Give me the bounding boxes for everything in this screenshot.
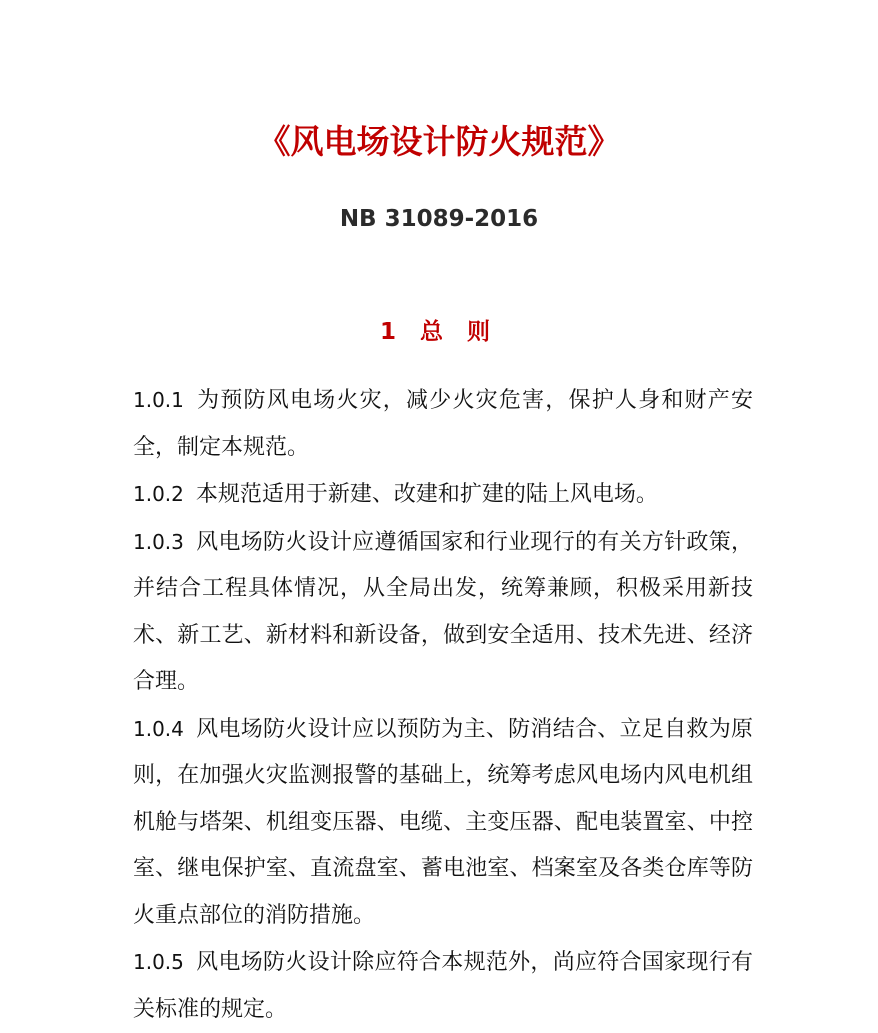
clause-1-0-3 (133, 519, 753, 706)
clause-1-0-5 (133, 939, 753, 1033)
clause-number: 1.0.3 (133, 529, 184, 554)
clause-1-0-1 (133, 377, 753, 471)
clause-text: 本规范适用于新建、改建和扩建的陆上风电场。 (195, 482, 658, 507)
clause-text: 风电场防火设计应以预防为主、防消结合、立足自救为原则，在加强火灾监测报警的基础上，统筹考虑风电场内风电机组机舱与塔架、机组变压器、电缆、主变压器、配电装置室、中控室、继电保护室、直流盘室、蓄电池室、档案室及各类仓库等防火重点部位的消防措施。 (133, 716, 753, 928)
document-title: 《风电场设计防火规范》 (257, 122, 621, 161)
chapter-heading: 1 总 则 (379, 319, 499, 345)
clause-number: 1.0.2 (133, 482, 184, 506)
clause-text: 风电场防火设计应遵循国家和行业现行的有关方针政策，并结合工程具体情况，从全局出发，统筹兼顾，积极采用新技术、新工艺、新材料和新设备，做到安全适用、技术先进、经济合理。 (133, 529, 753, 694)
clause-1-0-4 (133, 706, 753, 940)
clause-text: 为预防风电场火灾，减少火灾危害，保护人身和财产安全，制定本规范。 (133, 388, 753, 460)
clause-number: 1.0.1 (133, 388, 184, 412)
clause-number: 1.0.5 (133, 950, 184, 974)
clause-number: 1.0.4 (133, 716, 184, 741)
standard-code: NB 31089-2016 (339, 206, 539, 232)
document-body (133, 377, 753, 1033)
clause-text: 风电场防火设计除应符合本规范外，尚应符合国家现行有关标准的规定。 (133, 950, 753, 1022)
clause-1-0-2 (133, 471, 753, 519)
